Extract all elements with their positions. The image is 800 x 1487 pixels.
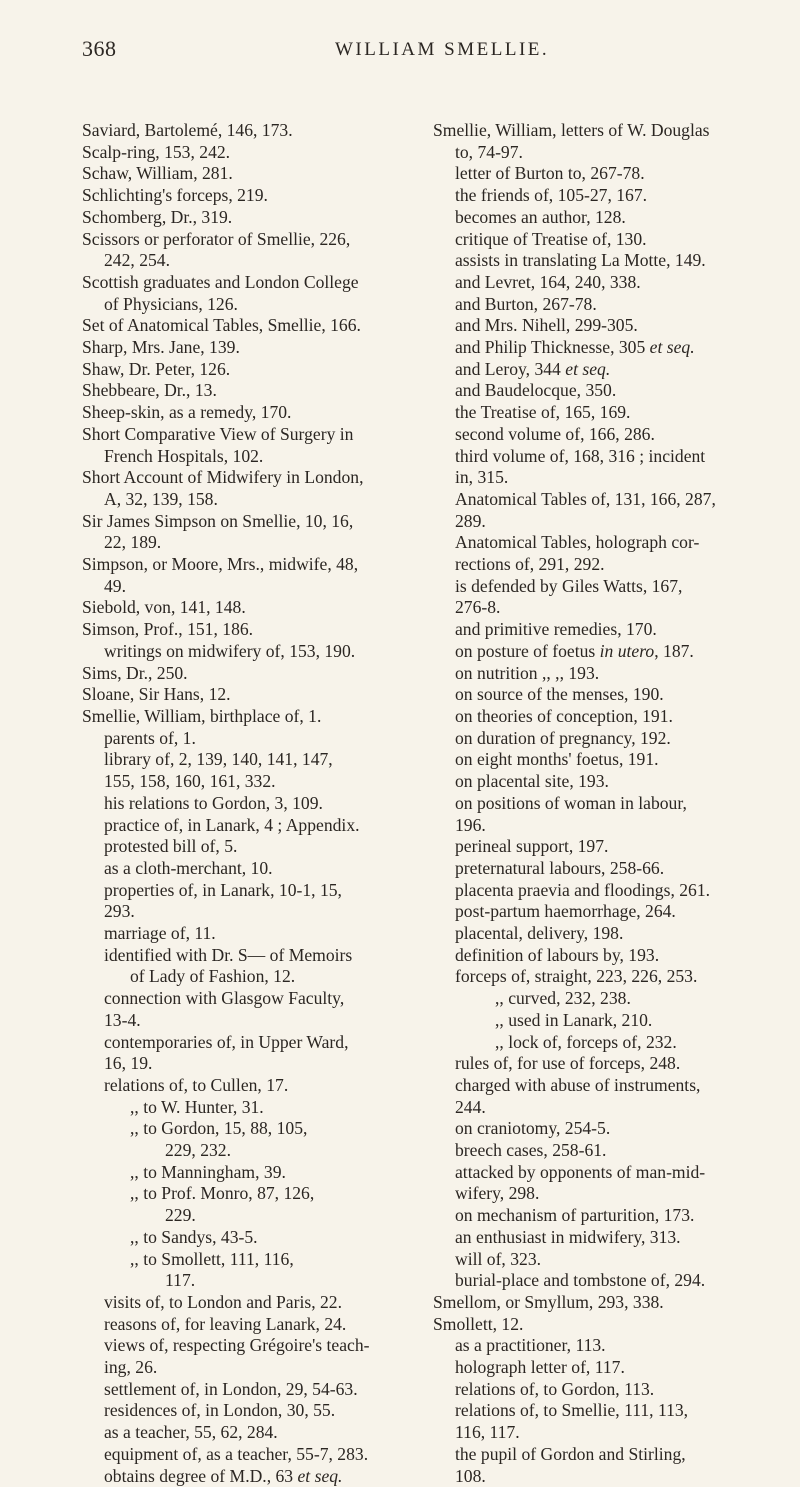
index-entry bbox=[433, 945, 768, 967]
index-entry-text: 16, 19. bbox=[104, 1053, 153, 1074]
index-entry bbox=[433, 728, 768, 750]
index-entry bbox=[433, 1400, 768, 1422]
index-entry-text: 116, 117. bbox=[455, 1422, 520, 1443]
index-entry bbox=[82, 489, 412, 511]
index-entry-text: 22, 189. bbox=[104, 532, 162, 553]
index-entry bbox=[82, 554, 412, 576]
index-entry bbox=[433, 554, 768, 576]
index-entry-text: on placental site, 193. bbox=[455, 771, 609, 792]
index-entry bbox=[82, 1118, 412, 1140]
index-entry-text: third volume of, 168, 316 ; incident bbox=[455, 445, 706, 466]
index-entry bbox=[82, 728, 412, 750]
index-entry bbox=[433, 706, 768, 728]
index-entry bbox=[82, 402, 412, 424]
index-entry bbox=[82, 641, 412, 663]
index-entry-text: rules of, for use of forceps, 248. bbox=[455, 1053, 681, 1074]
index-entry-text: is defended by Giles Watts, 167, bbox=[455, 575, 683, 596]
index-entry-text: the pupil of Gordon and Stirling, bbox=[455, 1443, 686, 1464]
index-entry-text: parents of, 1. bbox=[104, 727, 196, 748]
index-entry-text: and Leroy, 344 bbox=[455, 358, 566, 379]
index-entry bbox=[433, 1227, 768, 1249]
index-entry-text: ,, to Gordon, 15, 88, 105, bbox=[130, 1118, 308, 1139]
index-entry bbox=[433, 641, 768, 663]
index-entry bbox=[82, 815, 412, 837]
index-entry-text: Set of Anatomical Tables, Smellie, 166. bbox=[82, 315, 361, 336]
index-entry bbox=[433, 229, 768, 251]
index-entry-text: properties of, in Lanark, 10-1, 15, bbox=[104, 879, 342, 900]
index-entry bbox=[82, 706, 412, 728]
index-entry bbox=[433, 424, 768, 446]
index-entry-text: library of, 2, 139, 140, 141, 147, bbox=[104, 749, 333, 770]
page-number: 368 bbox=[82, 36, 117, 61]
index-entry bbox=[82, 446, 412, 468]
index-entry-text: ,, lock of, forceps of, 232. bbox=[495, 1031, 677, 1052]
index-entry-text: critique of Treatise of, 130. bbox=[455, 228, 647, 249]
index-entry-text: Scalp-ring, 153, 242. bbox=[82, 141, 231, 162]
index-entry-text: on posture of foetus bbox=[455, 640, 600, 661]
index-entry bbox=[433, 1270, 768, 1292]
index-entry bbox=[82, 1010, 412, 1032]
index-entry bbox=[82, 771, 412, 793]
index-entry-text: Scottish graduates and London College bbox=[82, 271, 359, 292]
index-entry-text: settlement of, in London, 29, 54-63. bbox=[104, 1378, 358, 1399]
index-entry-text: Schaw, William, 281. bbox=[82, 163, 233, 184]
index-entry-text: Smellie, William, letters of W. Douglas bbox=[433, 120, 710, 140]
index-entry-text: the friends of, 105-27, 167. bbox=[455, 185, 648, 206]
index-entry bbox=[433, 359, 768, 381]
index-entry-text: charged with abuse of instruments, bbox=[455, 1074, 701, 1095]
index-entry bbox=[82, 923, 412, 945]
index-entry-text: placenta praevia and floodings, 261. bbox=[455, 879, 711, 900]
index-entry bbox=[433, 836, 768, 858]
index-entry-text: on craniotomy, 254-5. bbox=[455, 1118, 611, 1139]
index-entry bbox=[82, 1314, 412, 1336]
index-entry-text: 293. bbox=[104, 901, 135, 922]
index-entry-text: wifery, 298. bbox=[455, 1183, 540, 1204]
index-entry-text: will of, 323. bbox=[455, 1248, 542, 1269]
index-entry-text: of Physicians, 126. bbox=[104, 293, 238, 314]
index-entry bbox=[433, 142, 768, 164]
index-entry bbox=[433, 663, 768, 685]
index-entry bbox=[82, 597, 412, 619]
index-entry bbox=[82, 836, 412, 858]
index-entry bbox=[433, 1032, 768, 1054]
index-entry bbox=[82, 684, 412, 706]
index-entry-text: holograph letter of, 117. bbox=[455, 1357, 625, 1378]
index-entry-text: visits of, to London and Paris, 22. bbox=[104, 1291, 342, 1312]
index-entry-text: and Levret, 164, 240, 338. bbox=[455, 271, 641, 292]
index-entry-text: in, 315. bbox=[455, 467, 509, 488]
index-entry-text: Scissors or perforator of Smellie, 226, bbox=[82, 228, 351, 249]
index-entry-text: rections of, 291, 292. bbox=[455, 554, 605, 575]
index-entry bbox=[433, 1097, 768, 1119]
index-entry bbox=[82, 966, 412, 988]
index-entry-text: ,, to Smollett, 111, 116, bbox=[130, 1248, 294, 1269]
index-entry bbox=[433, 467, 768, 489]
index-entry-text: 242, 254. bbox=[104, 250, 170, 271]
index-entry bbox=[433, 1314, 768, 1336]
index-entry-text: marriage of, 11. bbox=[104, 923, 216, 944]
index-entry-text: views of, respecting Grégoire's teach- bbox=[104, 1335, 370, 1356]
index-entry bbox=[82, 1466, 412, 1487]
index-entry bbox=[82, 1097, 412, 1119]
index-entry-italic: et seq. bbox=[649, 337, 695, 358]
index-entry bbox=[82, 1183, 412, 1205]
index-entry bbox=[82, 250, 412, 272]
index-entry bbox=[433, 1183, 768, 1205]
index-entry bbox=[82, 229, 412, 251]
index-entry bbox=[433, 272, 768, 294]
index-entry-text: burial-place and tombstone of, 294. bbox=[455, 1270, 706, 1291]
index-entry-text: writings on midwifery of, 153, 190. bbox=[104, 640, 356, 661]
index-entry bbox=[433, 771, 768, 793]
index-entry bbox=[82, 380, 412, 402]
page-header bbox=[0, 36, 800, 76]
index-entry bbox=[433, 294, 768, 316]
index-entry-text: and Baudelocque, 350. bbox=[455, 380, 617, 401]
index-entry-text: 276-8. bbox=[455, 597, 501, 618]
index-entry bbox=[433, 619, 768, 641]
index-entry bbox=[433, 446, 768, 468]
index-entry-text: 244. bbox=[455, 1096, 486, 1117]
index-entry-text: relations of, to Smellie, 111, 113, bbox=[455, 1400, 689, 1421]
index-entry-text: on positions of woman in labour, bbox=[455, 792, 687, 813]
index-entry-text: Smollett, 12. bbox=[433, 1313, 524, 1334]
index-entry bbox=[433, 315, 768, 337]
index-entry-text: as a practitioner, 113. bbox=[455, 1335, 606, 1356]
index-entry-text: 13-4. bbox=[104, 1009, 141, 1030]
index-entry bbox=[82, 1422, 412, 1444]
index-entry bbox=[82, 532, 412, 554]
index-entry bbox=[82, 1227, 412, 1249]
index-entry-text: preternatural labours, 258-66. bbox=[455, 857, 665, 878]
index-entry bbox=[433, 1075, 768, 1097]
index-entry-text: protested bill of, 5. bbox=[104, 836, 238, 857]
index-entry bbox=[82, 880, 412, 902]
index-entry bbox=[433, 120, 768, 142]
index-entry-text: and Philip Thicknesse, 305 bbox=[455, 337, 650, 358]
index-entry bbox=[433, 1335, 768, 1357]
index-entry-text: French Hospitals, 102. bbox=[104, 445, 264, 466]
index-entry-italic: et seq. bbox=[297, 1465, 343, 1486]
index-entry bbox=[433, 1249, 768, 1271]
index-entry-text: attacked by opponents of man-mid- bbox=[455, 1161, 706, 1182]
index-entry bbox=[433, 163, 768, 185]
index-entry-text: on duration of pregnancy, 192. bbox=[455, 727, 671, 748]
index-entry bbox=[82, 901, 412, 923]
index-entry bbox=[82, 1032, 412, 1054]
index-entry bbox=[433, 1466, 768, 1487]
index-entry-text: Sims, Dr., 250. bbox=[82, 662, 188, 683]
index-entry-text: Simson, Prof., 151, 186. bbox=[82, 619, 254, 640]
index-entry-text: Anatomical Tables, holograph cor- bbox=[455, 532, 700, 553]
index-entry-text: ,, to Sandys, 43-5. bbox=[130, 1226, 258, 1247]
index-entry-text: post-partum haemorrhage, 264. bbox=[455, 901, 676, 922]
index-entry bbox=[82, 511, 412, 533]
index-entry bbox=[82, 1357, 412, 1379]
index-entry-text: to, 74-97. bbox=[455, 141, 523, 162]
index-entry-text: 49. bbox=[104, 575, 126, 596]
index-entry-text: Schlichting's forceps, 219. bbox=[82, 185, 268, 206]
index-entry-text: the Treatise of, 165, 169. bbox=[455, 402, 631, 423]
index-entry-text: and Mrs. Nihell, 299-305. bbox=[455, 315, 638, 336]
index-entry-text: assists in translating La Motte, 149. bbox=[455, 250, 706, 271]
index-column-right bbox=[433, 120, 768, 1487]
index-entry bbox=[82, 1335, 412, 1357]
index-entry bbox=[82, 1379, 412, 1401]
index-entry-text: Saviard, Bartolemé, 146, 173. bbox=[82, 120, 293, 140]
index-entry bbox=[433, 597, 768, 619]
index-entry-text: 229, 232. bbox=[165, 1140, 231, 1161]
index-entry-text: second volume of, 166, 286. bbox=[455, 423, 655, 444]
index-entry-suffix: , 187. bbox=[654, 640, 694, 661]
index-entry bbox=[82, 945, 412, 967]
index-entry bbox=[433, 1010, 768, 1032]
index-entry bbox=[433, 511, 768, 533]
index-entry-text: ,, to Manningham, 39. bbox=[130, 1161, 286, 1182]
index-entry bbox=[433, 684, 768, 706]
index-entry bbox=[82, 619, 412, 641]
index-entry-text: and primitive remedies, 170. bbox=[455, 619, 657, 640]
index-entry-text: Smellom, or Smyllum, 293, 338. bbox=[433, 1291, 664, 1312]
index-entry bbox=[82, 424, 412, 446]
index-entry bbox=[433, 901, 768, 923]
index-entry bbox=[433, 858, 768, 880]
index-entry bbox=[433, 489, 768, 511]
index-entry bbox=[433, 1162, 768, 1184]
index-entry bbox=[433, 1140, 768, 1162]
index-entry bbox=[82, 207, 412, 229]
index-entry-text: practice of, in Lanark, 4 ; Appendix. bbox=[104, 814, 360, 835]
index-entry-text: on eight months' foetus, 191. bbox=[455, 749, 659, 770]
index-entry bbox=[82, 1249, 412, 1271]
index-entry-text: on source of the menses, 190. bbox=[455, 684, 664, 705]
index-entry-text: identified with Dr. S— of Memoirs bbox=[104, 944, 353, 965]
index-entry bbox=[82, 359, 412, 381]
index-entry-text: A, 32, 139, 158. bbox=[104, 488, 218, 509]
index-entry bbox=[82, 1053, 412, 1075]
index-entry bbox=[433, 1444, 768, 1466]
index-entry bbox=[82, 663, 412, 685]
running-head: WILLIAM SMELLIE. bbox=[335, 39, 550, 60]
index-entry-text: and Burton, 267-78. bbox=[455, 293, 597, 314]
index-entry-text: Shaw, Dr. Peter, 126. bbox=[82, 358, 231, 379]
index-entry-text: relations of, to Cullen, 17. bbox=[104, 1074, 289, 1095]
index-entry bbox=[433, 749, 768, 771]
index-entry bbox=[433, 402, 768, 424]
index-entry-text: reasons of, for leaving Lanark, 24. bbox=[104, 1313, 347, 1334]
index-entry bbox=[433, 923, 768, 945]
index-entry bbox=[82, 1400, 412, 1422]
index-entry-text: an enthusiast in midwifery, 313. bbox=[455, 1226, 681, 1247]
index-entry bbox=[82, 1270, 412, 1292]
index-entry-text: his relations to Gordon, 3, 109. bbox=[104, 792, 323, 813]
index-entry bbox=[433, 1357, 768, 1379]
index-entry bbox=[82, 315, 412, 337]
index-entry bbox=[82, 749, 412, 771]
index-entry-text: ,, curved, 232, 238. bbox=[495, 988, 631, 1009]
index-entry bbox=[82, 1292, 412, 1314]
index-entry bbox=[433, 1422, 768, 1444]
index-entry bbox=[433, 1292, 768, 1314]
index-entry bbox=[82, 1444, 412, 1466]
index-entry bbox=[433, 880, 768, 902]
index-entry bbox=[433, 576, 768, 598]
index-entry-text: 155, 158, 160, 161, 332. bbox=[104, 771, 276, 792]
index-entry-text: definition of labours by, 193. bbox=[455, 944, 660, 965]
index-entry-text: as a cloth-merchant, 10. bbox=[104, 857, 273, 878]
index-entry-text: Sharp, Mrs. Jane, 139. bbox=[82, 337, 240, 358]
index-entry bbox=[433, 1118, 768, 1140]
index-entry bbox=[433, 1379, 768, 1401]
index-entry-text: placental, delivery, 198. bbox=[455, 923, 624, 944]
index-entry bbox=[82, 988, 412, 1010]
index-entry bbox=[82, 142, 412, 164]
index-entry-text: on nutrition ,, ,, 193. bbox=[455, 662, 600, 683]
index-entry-text: 108. bbox=[455, 1465, 486, 1486]
index-entry-italic: in utero bbox=[599, 640, 655, 661]
index-entry bbox=[433, 250, 768, 272]
index-entry-text: 229. bbox=[165, 1205, 196, 1226]
index-entry bbox=[82, 163, 412, 185]
index-entry-text: forceps of, straight, 223, 226, 253. bbox=[455, 966, 698, 987]
index-entry bbox=[433, 966, 768, 988]
index-entry bbox=[82, 294, 412, 316]
index-entry-text: ing, 26. bbox=[104, 1357, 158, 1378]
index-entry bbox=[433, 815, 768, 837]
index-entry-text: Schomberg, Dr., 319. bbox=[82, 206, 233, 227]
index-entry-text: ,, to Prof. Monro, 87, 126, bbox=[130, 1183, 315, 1204]
index-entry-text: 117. bbox=[165, 1270, 196, 1291]
index-entry bbox=[433, 207, 768, 229]
index-entry bbox=[82, 576, 412, 598]
index-entry-text: perineal support, 197. bbox=[455, 836, 609, 857]
index-entry-text: becomes an author, 128. bbox=[455, 206, 626, 227]
index-entry-text: residences of, in London, 30, 55. bbox=[104, 1400, 336, 1421]
index-entry-text: as a teacher, 55, 62, 284. bbox=[104, 1422, 278, 1443]
index-entry-text: relations of, to Gordon, 113. bbox=[455, 1378, 655, 1399]
index-entry-text: letter of Burton to, 267-78. bbox=[455, 163, 645, 184]
index-entry-text: Smellie, William, birthplace of, 1. bbox=[82, 705, 322, 726]
index-entry bbox=[82, 1205, 412, 1227]
index-entry bbox=[433, 380, 768, 402]
index-entry bbox=[82, 120, 412, 142]
index-entry-text: on mechanism of parturition, 173. bbox=[455, 1205, 695, 1226]
index-entry-text: on theories of conception, 191. bbox=[455, 705, 673, 726]
index-entry-text: 289. bbox=[455, 510, 486, 531]
index-entry bbox=[82, 793, 412, 815]
index-entry bbox=[82, 1075, 412, 1097]
index-entry bbox=[433, 1053, 768, 1075]
index-entry-text: ,, to W. Hunter, 31. bbox=[130, 1096, 264, 1117]
index-entry bbox=[82, 467, 412, 489]
index-entry-text: Sheep-skin, as a remedy, 170. bbox=[82, 402, 292, 423]
index-entry-italic: et seq. bbox=[565, 358, 611, 379]
index-entry-text: obtains degree of M.D., 63 bbox=[104, 1465, 298, 1486]
index-entry bbox=[82, 858, 412, 880]
index-entry-text: Simpson, or Moore, Mrs., midwife, 48, bbox=[82, 554, 359, 575]
index-entry-text: Sir James Simpson on Smellie, 10, 16, bbox=[82, 510, 354, 531]
index-entry-text: of Lady of Fashion, 12. bbox=[130, 966, 296, 987]
index-entry-text: 196. bbox=[455, 814, 486, 835]
index-entry bbox=[82, 1140, 412, 1162]
index-entry-text: breech cases, 258-61. bbox=[455, 1140, 607, 1161]
index-entry-text: Sloane, Sir Hans, 12. bbox=[82, 684, 231, 705]
index-entry-text: Siebold, von, 141, 148. bbox=[82, 597, 246, 618]
index-entry bbox=[82, 272, 412, 294]
index-entry bbox=[433, 532, 768, 554]
index-entry bbox=[433, 337, 768, 359]
index-entry-text: equipment of, as a teacher, 55-7, 283. bbox=[104, 1443, 369, 1464]
index-entry bbox=[82, 337, 412, 359]
index-entry-text: ,, used in Lanark, 210. bbox=[495, 1009, 653, 1030]
index-column-left bbox=[82, 120, 412, 1487]
index-entry-text: Anatomical Tables of, 131, 166, 287, bbox=[455, 488, 716, 509]
index-entry-text: Short Account of Midwifery in London, bbox=[82, 467, 364, 488]
index-entry bbox=[433, 185, 768, 207]
index-entry-text: connection with Glasgow Faculty, bbox=[104, 988, 345, 1009]
index-entry bbox=[82, 1162, 412, 1184]
index-entry-text: contemporaries of, in Upper Ward, bbox=[104, 1031, 349, 1052]
index-entry-text: Short Comparative View of Surgery in bbox=[82, 423, 354, 444]
index-entry bbox=[433, 1205, 768, 1227]
index-entry-text: Shebbeare, Dr., 13. bbox=[82, 380, 217, 401]
index-entry bbox=[433, 793, 768, 815]
index-entry bbox=[433, 988, 768, 1010]
index-entry bbox=[82, 185, 412, 207]
